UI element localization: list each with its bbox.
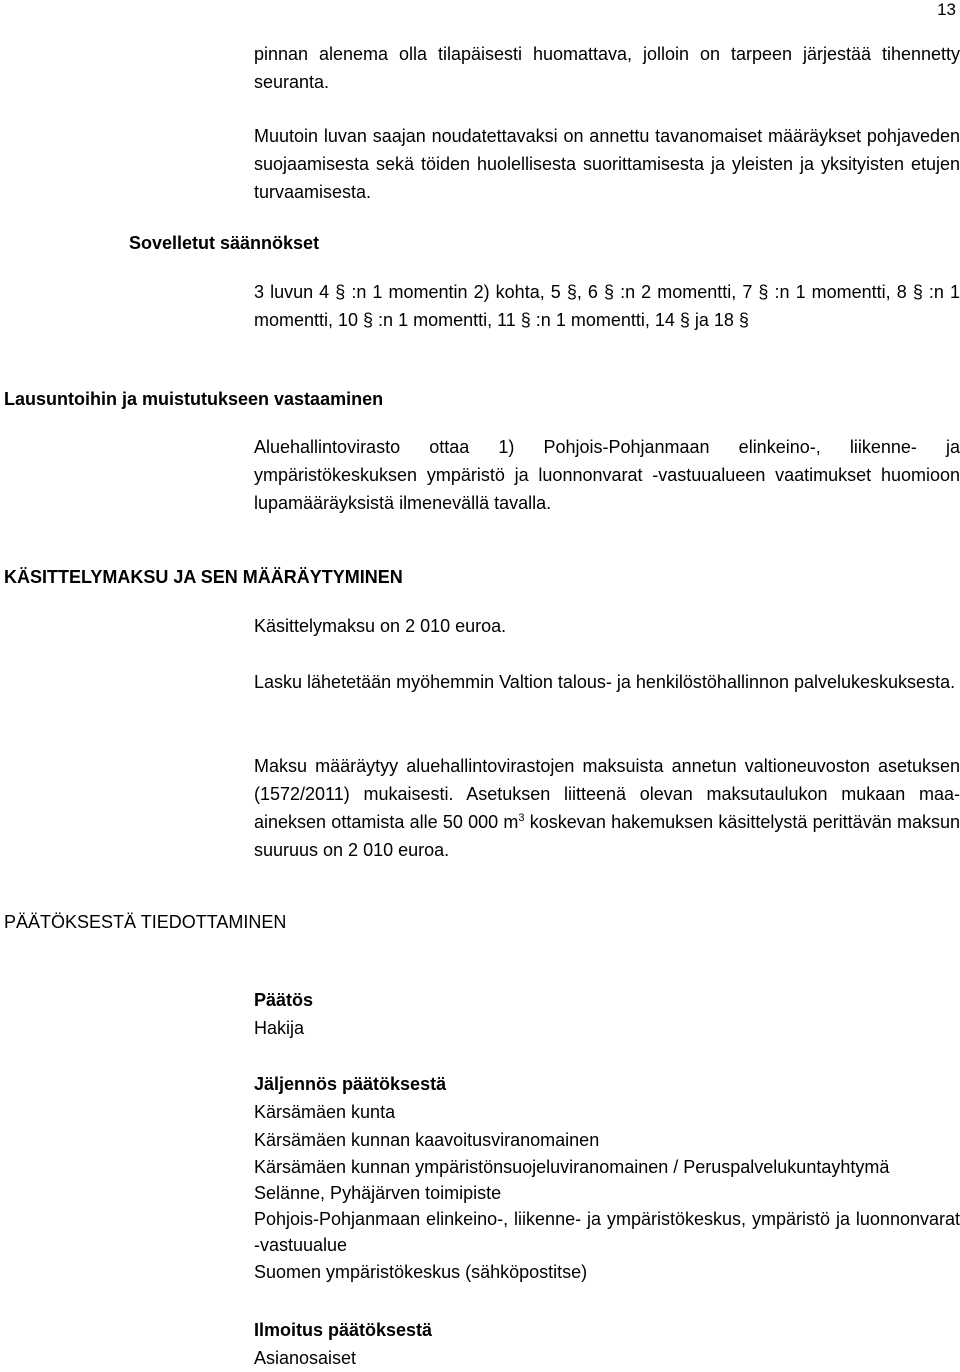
decision-title: Päätös (254, 990, 314, 1010)
fee-invoice-block (254, 668, 960, 696)
fee-basis-block (254, 752, 960, 864)
notice-title: Ilmoitus päätöksestä (254, 1320, 433, 1340)
copy-recipient: Kärsämäen kunnan kaavoitusviranomainen (254, 1130, 600, 1150)
fee-basis-part-1: Maksu määräytyy aluehallintovirastojen maksuista annetun valtioneuvoston asetuksen (1572/2011) mukaisesti. Asetuksen liitteenä olevan maksutaulukon mukaan maa-aineksen ottamista alle 50 000 m (254, 756, 960, 832)
decision-recipient: Hakija (254, 1018, 305, 1038)
copy-title: Jäljennös päätöksestä (254, 1074, 447, 1094)
heading-decision-notification: PÄÄTÖKSESTÄ TIEDOTTAMINEN (4, 912, 287, 932)
notice-recipient: Asianosaiset (254, 1348, 357, 1368)
label-applied-rules: Sovelletut säännökset (129, 233, 320, 253)
heading-processing-fee: KÄSITTELYMAKSU JA SEN MÄÄRÄYTYMINEN (4, 567, 403, 587)
copy-recipient: Pohjois-Pohjanmaan elinkeino-, liikenne- ja ympäristökeskus, ympäristö ja luonnonvarat -vastuualue (254, 1209, 960, 1255)
decision-recipients (254, 986, 960, 1042)
fee-amount-block (254, 612, 960, 640)
statements-response-block (254, 433, 960, 517)
paragraph-text: Muutoin luvan saajan noudatettavaksi on annettu tavanomaiset määräykset pohjaveden suojaamisesta sekä töiden huolellisesta suorittamisesta ja yleisten ja yksityisten etujen turvaamisesta. (254, 126, 960, 202)
copy-recipients (254, 1070, 960, 1286)
copy-recipient: Kärsämäen kunnan ympäristönsuojeluviranomainen / Peruspalvelukuntayhtymä Selänne, Pyhäjärven toimipiste (254, 1157, 890, 1203)
fee-basis-part-2: koskevan hakemuksen käsittelystä perittävän maksun suuruus on 2 010 euroa. (254, 812, 960, 860)
fee-basis-text (254, 752, 960, 864)
copy-recipient: Suomen ympäristökeskus (sähköpostitse) (254, 1262, 588, 1282)
copy-recipient: Kärsämäen kunta (254, 1102, 396, 1122)
applied-rules-block (254, 278, 960, 334)
fee-invoice-text: Lasku lähetetään myöhemmin Valtion talous- ja henkilöstöhallinnon palvelukeskuksesta. (254, 672, 956, 692)
applied-rules-text: 3 luvun 4 § :n 1 momentin 2) kohta, 5 §, 6 § :n 2 momentti, 7 § :n 1 momentti, 8 § :n 1 momentti, 10 § :n 1 momentti, 11 § :n 1 momentti, 14 § ja 18 § (254, 282, 960, 330)
paragraph-monitoring (254, 40, 960, 96)
paragraph-text: pinnan alenema olla tilapäisesti huomattava, jolloin on tarpeen järjestää tihennetty seuranta. (254, 44, 960, 92)
page-number: 13 (937, 0, 956, 19)
statements-response-text: Aluehallintovirasto ottaa 1) Pohjois-Pohjanmaan elinkeino-, liikenne- ja ympäristökeskuksen ympäristö ja luonnonvarat -vastuualueen vaatimukset huomioon lupamääräyksistä ilmenevällä tavalla. (254, 437, 960, 513)
paragraph-general-conditions (254, 122, 960, 206)
fee-basis-superscript: 3 (518, 812, 525, 824)
fee-amount-text: Käsittelymaksu on 2 010 euroa. (254, 616, 507, 636)
label-statements-response: Lausuntoihin ja muistutukseen vastaaminen (4, 389, 384, 409)
